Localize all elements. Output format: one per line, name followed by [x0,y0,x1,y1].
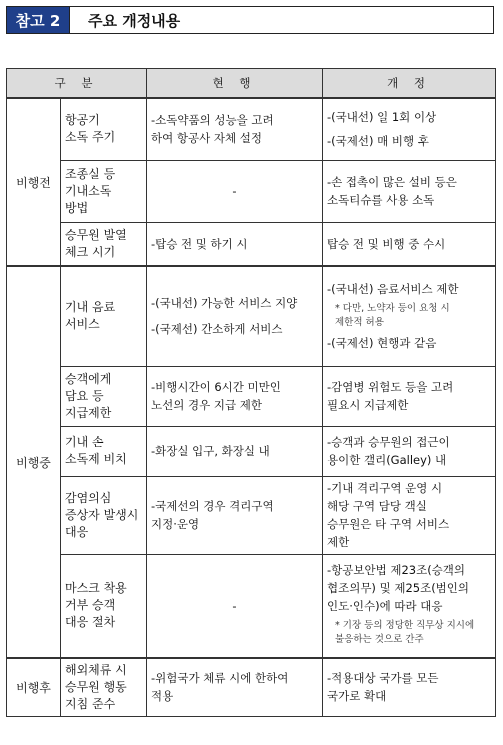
row-current: -소독약품의 성능을 고려 하여 항공사 자체 설정 [151,113,274,146]
row-revised: -손 접촉이 많은 설비 등은 소독티슈를 사용 소독 [327,175,457,207]
row-item: 기내 음료 서비스 [65,300,116,332]
row-revised: -기내 격리구역 운영 시 해당 구역 담당 객실 승무원은 타 구역 서비스 제한 [327,481,450,549]
revision-table [6,68,496,717]
row-revised: -항공보안법 제23조(승객의 협조의무) 및 제25조(범인의 인도·인수)에 따라 대응 [327,562,470,613]
row-revised: -승객과 승무원의 접근이 용이한 갤리(Galley) 내 [327,435,450,467]
row-current: -비행시간이 6시간 미만인 노선의 경우 지급 제한 [151,380,281,412]
row-item: 마스크 착용 거부 승객 대응 절차 [65,581,127,630]
column-header-current: 현 행 [147,69,323,99]
row-revised: -(국내선) 음료서비스 제한 [327,282,459,297]
table-row [7,266,496,366]
row-item: 승객에게 담요 등 지급제한 [65,371,112,420]
row-current: -화장실 입구, 화장실 내 [151,444,270,458]
table-row [7,222,496,266]
row-current: -위험국가 체류 시에 한하여 적용 [151,671,289,704]
table-row [7,98,496,160]
stage-before-flight: 비행전 [7,98,61,266]
table-row [7,476,496,554]
table-row [7,366,496,426]
row-current: -탑승 전 및 하기 시 [151,236,248,251]
stage-after-flight: 비행후 [7,658,61,716]
row-current: - [232,184,237,198]
row-note: * 기장 등의 정당한 직무상 지시에 불응하는 것으로 간주 [335,619,475,645]
row-item: 해외체류 시 승무원 행동 지침 준수 [65,662,127,711]
table-row [7,658,496,716]
row-revised: -감염병 위험도 등을 고려 필요시 지급제한 [327,380,454,412]
table-row [7,160,496,222]
column-header-revised: 개 정 [323,69,496,99]
row-revised-extra: -(국제선) 매 비행 후 [327,134,429,149]
section-title: 주요 개정내용 [88,11,181,30]
column-header-category: 구 분 [7,69,147,99]
row-revised: 탑승 전 및 비행 중 수시 [327,236,446,251]
row-current: -국제선의 경우 격리구역 지정·운영 [151,499,274,531]
row-revised-extra: -(국제선) 현행과 같음 [327,336,437,351]
row-item: 기내 손 소독제 비치 [65,435,127,466]
row-item: 감염의심 증상자 발생시 대응 [65,490,139,539]
reference-badge: 참고 2 [7,7,70,33]
row-current: -(국내선) 가능한 서비스 지양 -(국제선) 간소하게 서비스 [151,296,298,337]
row-item: 항공기 소독 주기 [65,113,116,145]
row-revised: -(국내선) 일 1회 이상 [327,110,437,125]
row-item: 조종실 등 기내소독 방법 [65,166,116,215]
stage-during-flight: 비행중 [7,266,61,658]
row-revised: -적용대상 국가를 모든 국가로 확대 [327,671,439,704]
table-row [7,426,496,476]
section-title-bar [6,6,494,34]
row-note: * 다만, 노약자 등이 요청 시 제한적 허용 [335,303,450,329]
row-item: 승무원 발열 체크 시기 [65,227,127,259]
row-current: - [232,598,237,613]
table-row [7,554,496,658]
